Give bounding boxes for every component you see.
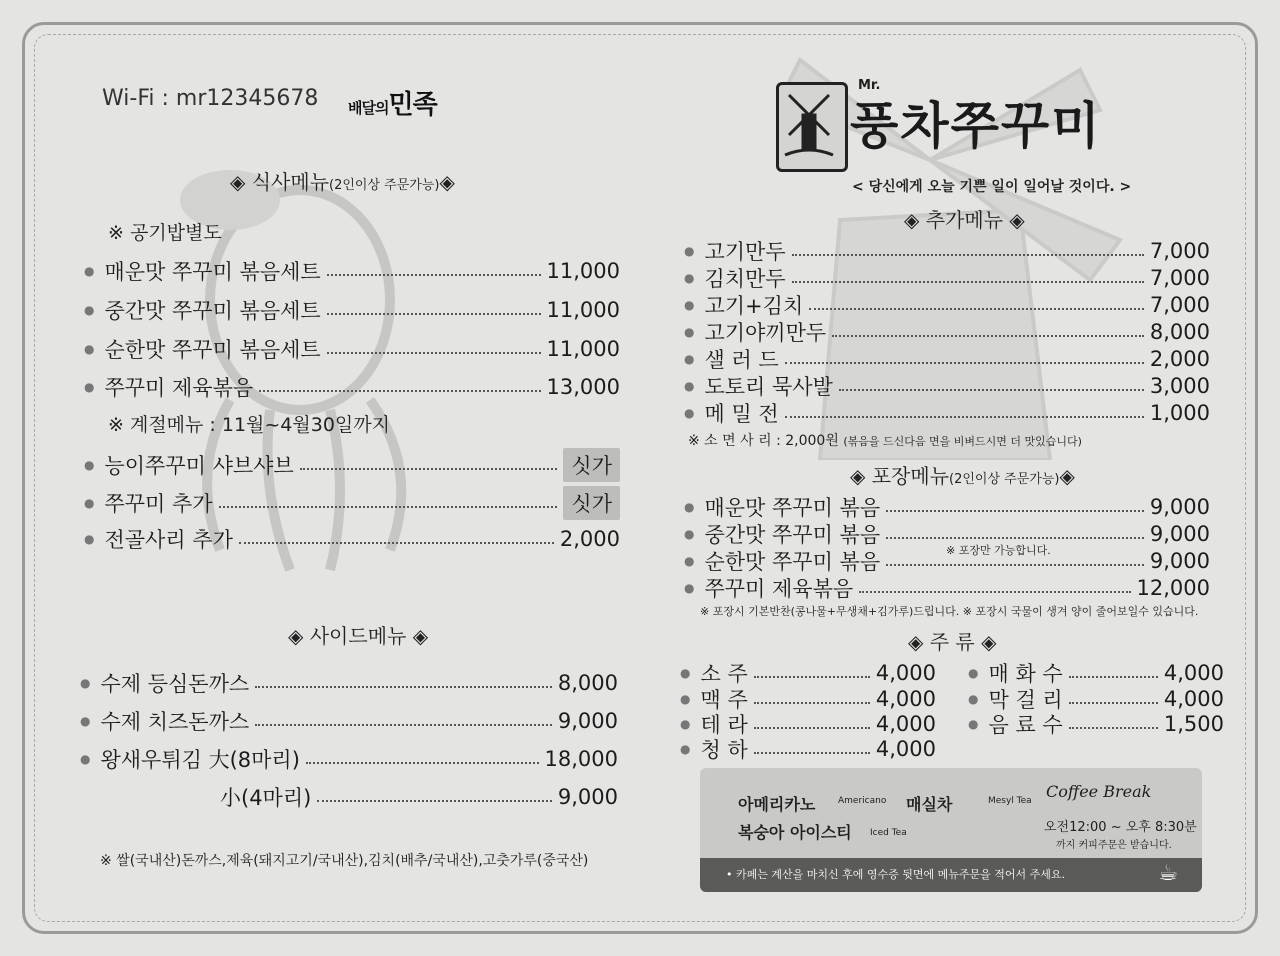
menu-item: [684, 290, 1210, 320]
menu-item: [684, 263, 1210, 293]
noodle-note-main: ※ 소 면 사 리 : 2,000원: [688, 433, 839, 449]
menu-item: [84, 372, 620, 402]
bullet-icon: ●: [680, 742, 691, 756]
item-price: 4,000: [875, 737, 936, 761]
coffee-notice: • 카페는 계산을 마치신 후에 영수증 뒷면에 메뉴주문을 적어서 주세요.: [726, 868, 1065, 881]
origin-note: ※ 쌀(국내산)돈까스,제육(돼지고기/국내산),김치(배추/국내산),고춧가루(중국산): [100, 853, 589, 869]
maesil-en: Mesyl Tea: [988, 796, 1032, 806]
bullet-icon: ●: [684, 352, 695, 366]
item-name: 테 라: [700, 713, 748, 737]
item-price: 7,000: [1149, 266, 1210, 290]
takeout-title-note: (2인이상 주문가능): [949, 472, 1060, 487]
baemin-logo: [348, 84, 437, 121]
brand-name: 풍차쭈꾸미: [850, 97, 1102, 155]
peach-tea-label: 복숭아 아이스티: [738, 823, 852, 842]
bullet-icon: ●: [684, 500, 695, 514]
menu-item: [80, 668, 618, 698]
item-name: 맥 주: [700, 688, 748, 712]
item-price: 9,000: [1149, 495, 1210, 519]
item-name: 수제 치즈돈까스: [100, 710, 250, 734]
item-price: 3,000: [1149, 374, 1210, 398]
item-name: 샐 러 드: [704, 348, 779, 372]
meal-title-note: (2인이상 주문가능): [329, 178, 440, 193]
bullet-icon: ●: [84, 496, 95, 510]
americano-label: 아메리카노: [738, 795, 816, 814]
rice-note: ※ 공기밥별도: [108, 222, 222, 244]
item-name: 능이쭈꾸미 샤브샤브: [104, 454, 294, 478]
extra-menu-title: ◈ 추가메뉴 ◈: [904, 208, 1025, 232]
item-name: 전골사리 추가: [104, 528, 233, 552]
coffee-break-box: [700, 768, 1202, 892]
menu-item: [84, 256, 620, 286]
item-name: 쭈꾸미 추가: [104, 492, 213, 516]
meal-title-text: ◈ 식사메뉴: [230, 170, 330, 194]
bullet-icon: ●: [84, 380, 95, 394]
bullet-icon: ●: [684, 554, 695, 568]
item-price: 9,000: [557, 709, 618, 733]
baemin-logo-part1: 배달의: [348, 99, 389, 117]
item-name: 매운맛 쭈꾸미 볶음세트: [104, 260, 321, 284]
menu-item: [84, 334, 620, 364]
takeout-notes: ※ 포장시 기본반찬(콩나물+무생채+김가루)드립니다. ※ 포장시 국물이 생겨 양이 줄어보일수 있습니다.: [700, 605, 1199, 618]
bullet-icon: ●: [684, 325, 695, 339]
item-price: 4,000: [875, 687, 936, 711]
bullet-icon: ●: [968, 717, 979, 731]
item-name: 쭈꾸미 제육볶음: [104, 376, 254, 400]
bullet-icon: ●: [84, 264, 95, 278]
item-name: 매운맛 쭈꾸미 볶음: [704, 496, 881, 520]
coffee-bean-strip: [700, 858, 1202, 892]
bullet-icon: ●: [84, 303, 95, 317]
item-name: 소 주: [700, 662, 748, 686]
item-price: 9,000: [1149, 549, 1210, 573]
item-name: 수제 등심돈까스: [100, 672, 250, 696]
item-name: 도토리 묵사발: [704, 375, 833, 399]
item-price: 2,000: [1149, 347, 1210, 371]
menu-item: [84, 524, 620, 554]
item-name: 김치만두: [704, 267, 786, 291]
item-name: 순한맛 쭈꾸미 볶음: [704, 550, 881, 574]
item-price: 11,000: [546, 337, 620, 361]
season-note: ※ 계절메뉴 : 11월~4월30일까지: [108, 414, 390, 436]
item-name: 중간맛 쭈꾸미 볶음세트: [104, 299, 321, 323]
item-price: 9,000: [557, 785, 618, 809]
item-name: 중간맛 쭈꾸미 볶음: [704, 523, 881, 547]
bullet-icon: ●: [684, 406, 695, 420]
peach-tea-en: Iced Tea: [870, 828, 907, 838]
item-price: 4,000: [1163, 687, 1224, 711]
noodle-note: [688, 430, 1082, 450]
bullet-icon: ●: [680, 666, 691, 680]
baemin-logo-part2: 민족: [388, 90, 437, 120]
menu-item: [84, 448, 620, 482]
item-price: 1,000: [1149, 401, 1210, 425]
bullet-icon: ●: [684, 379, 695, 393]
item-price: 4,000: [875, 712, 936, 736]
menu-item: [220, 782, 618, 812]
item-price: 2,000: [559, 527, 620, 551]
item-price: 8,000: [1149, 320, 1210, 344]
bullet-icon: ●: [84, 532, 95, 546]
bullet-icon: ●: [80, 752, 91, 766]
item-price: 8,000: [557, 671, 618, 695]
item-price: 9,000: [1149, 522, 1210, 546]
maesil-label: 매실차: [906, 795, 953, 814]
wifi-info: Wi-Fi : mr12345678: [102, 86, 319, 111]
drinks-title: ◈ 주 류 ◈: [908, 630, 997, 654]
bullet-icon: ●: [684, 581, 695, 595]
item-name: 고기야끼만두: [704, 321, 827, 345]
brand-mr: Mr.: [858, 78, 881, 93]
drink-item: [968, 709, 1224, 739]
windmill-logo-icon: [776, 82, 848, 172]
item-price: 12,000: [1136, 576, 1210, 600]
item-price: 1,500: [1163, 712, 1224, 736]
item-name: 청 하: [700, 738, 748, 762]
bullet-icon: ●: [968, 692, 979, 706]
bullet-icon: ●: [684, 527, 695, 541]
menu-item: [684, 573, 1210, 603]
coffee-hours-note: 까지 커피주문은 받습니다.: [1056, 840, 1172, 851]
bullet-icon: ●: [80, 676, 91, 690]
bullet-icon: ●: [680, 692, 691, 706]
bullet-icon: ●: [684, 244, 695, 258]
bullet-icon: ●: [84, 458, 95, 472]
item-price: 13,000: [546, 375, 620, 399]
takeout-only-note: ※ 포장만 가능합니다.: [942, 542, 1055, 558]
americano-en: Americano: [838, 796, 887, 806]
noodle-note-small: (볶음을 드신다음 면을 비벼드시면 더 맛있습니다): [843, 435, 1082, 448]
item-name: 순한맛 쭈꾸미 볶음세트: [104, 338, 321, 362]
bullet-icon: ●: [80, 714, 91, 728]
bullet-icon: ●: [684, 271, 695, 285]
item-price: 11,000: [546, 298, 620, 322]
coffee-cup-icon: ☕: [1158, 861, 1178, 886]
item-price: 싯가: [563, 486, 620, 520]
item-price: 11,000: [546, 259, 620, 283]
item-price: 7,000: [1149, 293, 1210, 317]
menu-item: [684, 398, 1210, 428]
bullet-icon: ●: [968, 666, 979, 680]
menu-item: [84, 486, 620, 520]
meal-title-end: ◈: [439, 170, 455, 194]
coffee-hours: 오전12:00 ~ 오후 8:30분: [1044, 820, 1197, 835]
side-menu-title: ◈ 사이드메뉴 ◈: [288, 624, 429, 648]
menu-item: [84, 295, 620, 325]
item-name: 매 화 수: [988, 662, 1063, 686]
item-name: 고기+김치: [704, 294, 804, 318]
menu-item: [684, 492, 1210, 522]
bullet-icon: ●: [684, 298, 695, 312]
item-price: 싯가: [563, 448, 620, 482]
bullet-icon: ●: [680, 717, 691, 731]
item-name: 막 걸 리: [988, 688, 1063, 712]
menu-item: [684, 236, 1210, 266]
item-price: 4,000: [1163, 661, 1224, 685]
brand-slogan: < 당신에게 오늘 기쁜 일이 일어날 것이다. >: [852, 179, 1132, 195]
takeout-title-text: ◈ 포장메뉴: [850, 464, 950, 488]
bullet-icon: ●: [84, 342, 95, 356]
drink-item: [680, 734, 936, 764]
item-name: 음 료 수: [988, 713, 1063, 737]
menu-item: [684, 371, 1210, 401]
menu-item: [684, 317, 1210, 347]
menu-item: [80, 706, 618, 736]
item-name: 쭈꾸미 제육볶음: [704, 577, 854, 601]
coffee-break-brand: Coffee Break: [1046, 782, 1152, 801]
item-name: 小(4마리): [220, 786, 312, 810]
menu-item: [80, 744, 618, 774]
takeout-menu-title: [850, 460, 1075, 489]
item-name: 왕새우튀김 大(8마리): [100, 748, 300, 772]
item-name: 고기만두: [704, 240, 786, 264]
item-price: 18,000: [544, 747, 618, 771]
item-name: 메 밀 전: [704, 402, 779, 426]
item-price: 7,000: [1149, 239, 1210, 263]
meal-menu-title: [230, 166, 455, 195]
menu-item: [684, 344, 1210, 374]
takeout-title-end: ◈: [1059, 464, 1075, 488]
item-price: 4,000: [875, 661, 936, 685]
